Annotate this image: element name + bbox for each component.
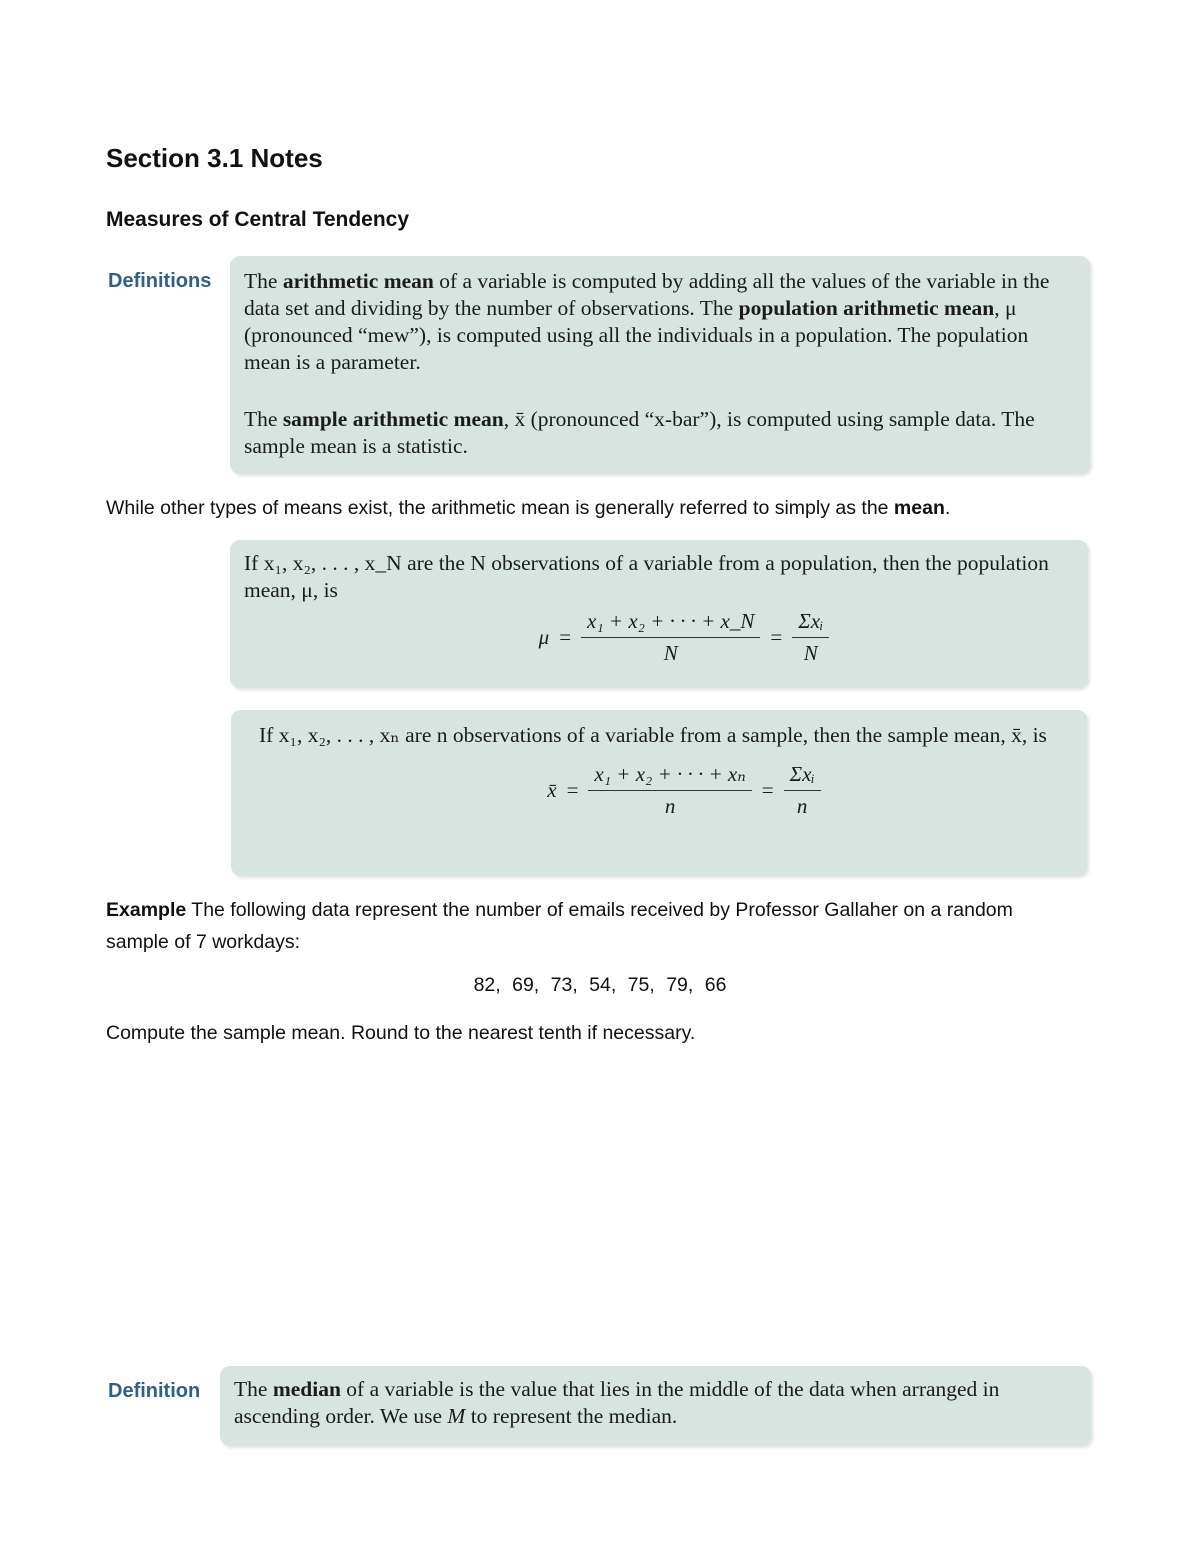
sample-mean-formula: x̄ = $\frac{\text{x₁ + x₂ + · · · + xₙ}}{n}$ = $\frac{\text{Σxᵢ}}{n}$ (309, 761, 1059, 820)
sample-mean-intro: If x₁, x₂, . . . , xₙ are n observations of a variable from a sample, then the sample mean, x̄, is (259, 723, 1047, 747)
population-fraction: $\frac{\text{x₁ + x₂ + · · · + x\_N}}{N}$ (581, 608, 760, 667)
population-mean-box (230, 540, 1088, 688)
definitions-label: Definitions (108, 270, 212, 292)
section-subtitle: Measures of Central Tendency (106, 208, 410, 231)
sample-fraction: $\frac{\text{x₁ + x₂ + · · · + xₙ}}{n}$ (588, 761, 751, 820)
example-task: Compute the sample mean. Round to the nearest tenth if necessary. (106, 1022, 696, 1044)
sample-mean-box (231, 710, 1087, 876)
example-label: Example (106, 899, 187, 921)
sample-mean-definition-paragraph: The sample arithmetic mean, x̄ (pronounced “x-bar”), is computed using sample data. The sample mean is a statistic. (244, 407, 1035, 458)
mean-definition-box (230, 256, 1090, 474)
definition-label: Definition (108, 1380, 201, 1402)
median-definition-text: The median of a variable is the value that lies in the middle of the data when arranged in ascending order. We use M to represent the median. (234, 1377, 1000, 1428)
example-paragraph: Example The following data represent the number of emails received by Professor Gallaher on a random sample of 7 workdays: (106, 899, 1013, 953)
page-title: Section 3.1 Notes (106, 143, 323, 173)
mean-definition-paragraph: The arithmetic mean of a variable is computed by adding all the values of the variable in the data set and dividing by the number of observations. The population arithmetic mean, μ (pronounced “mew”), is computed using all the individuals in a population. The population mean is a parameter. (244, 269, 1050, 374)
sample-sum-fraction: $\frac{\text{Σxᵢ}}{n}$ (784, 761, 821, 820)
mean-sentence: While other types of means exist, the arithmetic mean is generally referred to simply as the mean. (106, 497, 951, 519)
email-data-list: 82, 69, 73, 54, 75, 79, 66 (473, 974, 727, 996)
population-sum-fraction: $\frac{\text{Σxᵢ}}{N}$ (792, 608, 829, 667)
population-mean-intro: If x₁, x₂, . . . , x_N are the N observations of a variable from a population, then the population mean, μ, is (244, 551, 1049, 602)
population-mean-formula: μ = $\frac{\text{x₁ + x₂ + · · · + x\_N}}{N}$ = $\frac{\text{Σxᵢ}}{N}$ (294, 608, 1074, 667)
median-definition-box (220, 1366, 1091, 1446)
